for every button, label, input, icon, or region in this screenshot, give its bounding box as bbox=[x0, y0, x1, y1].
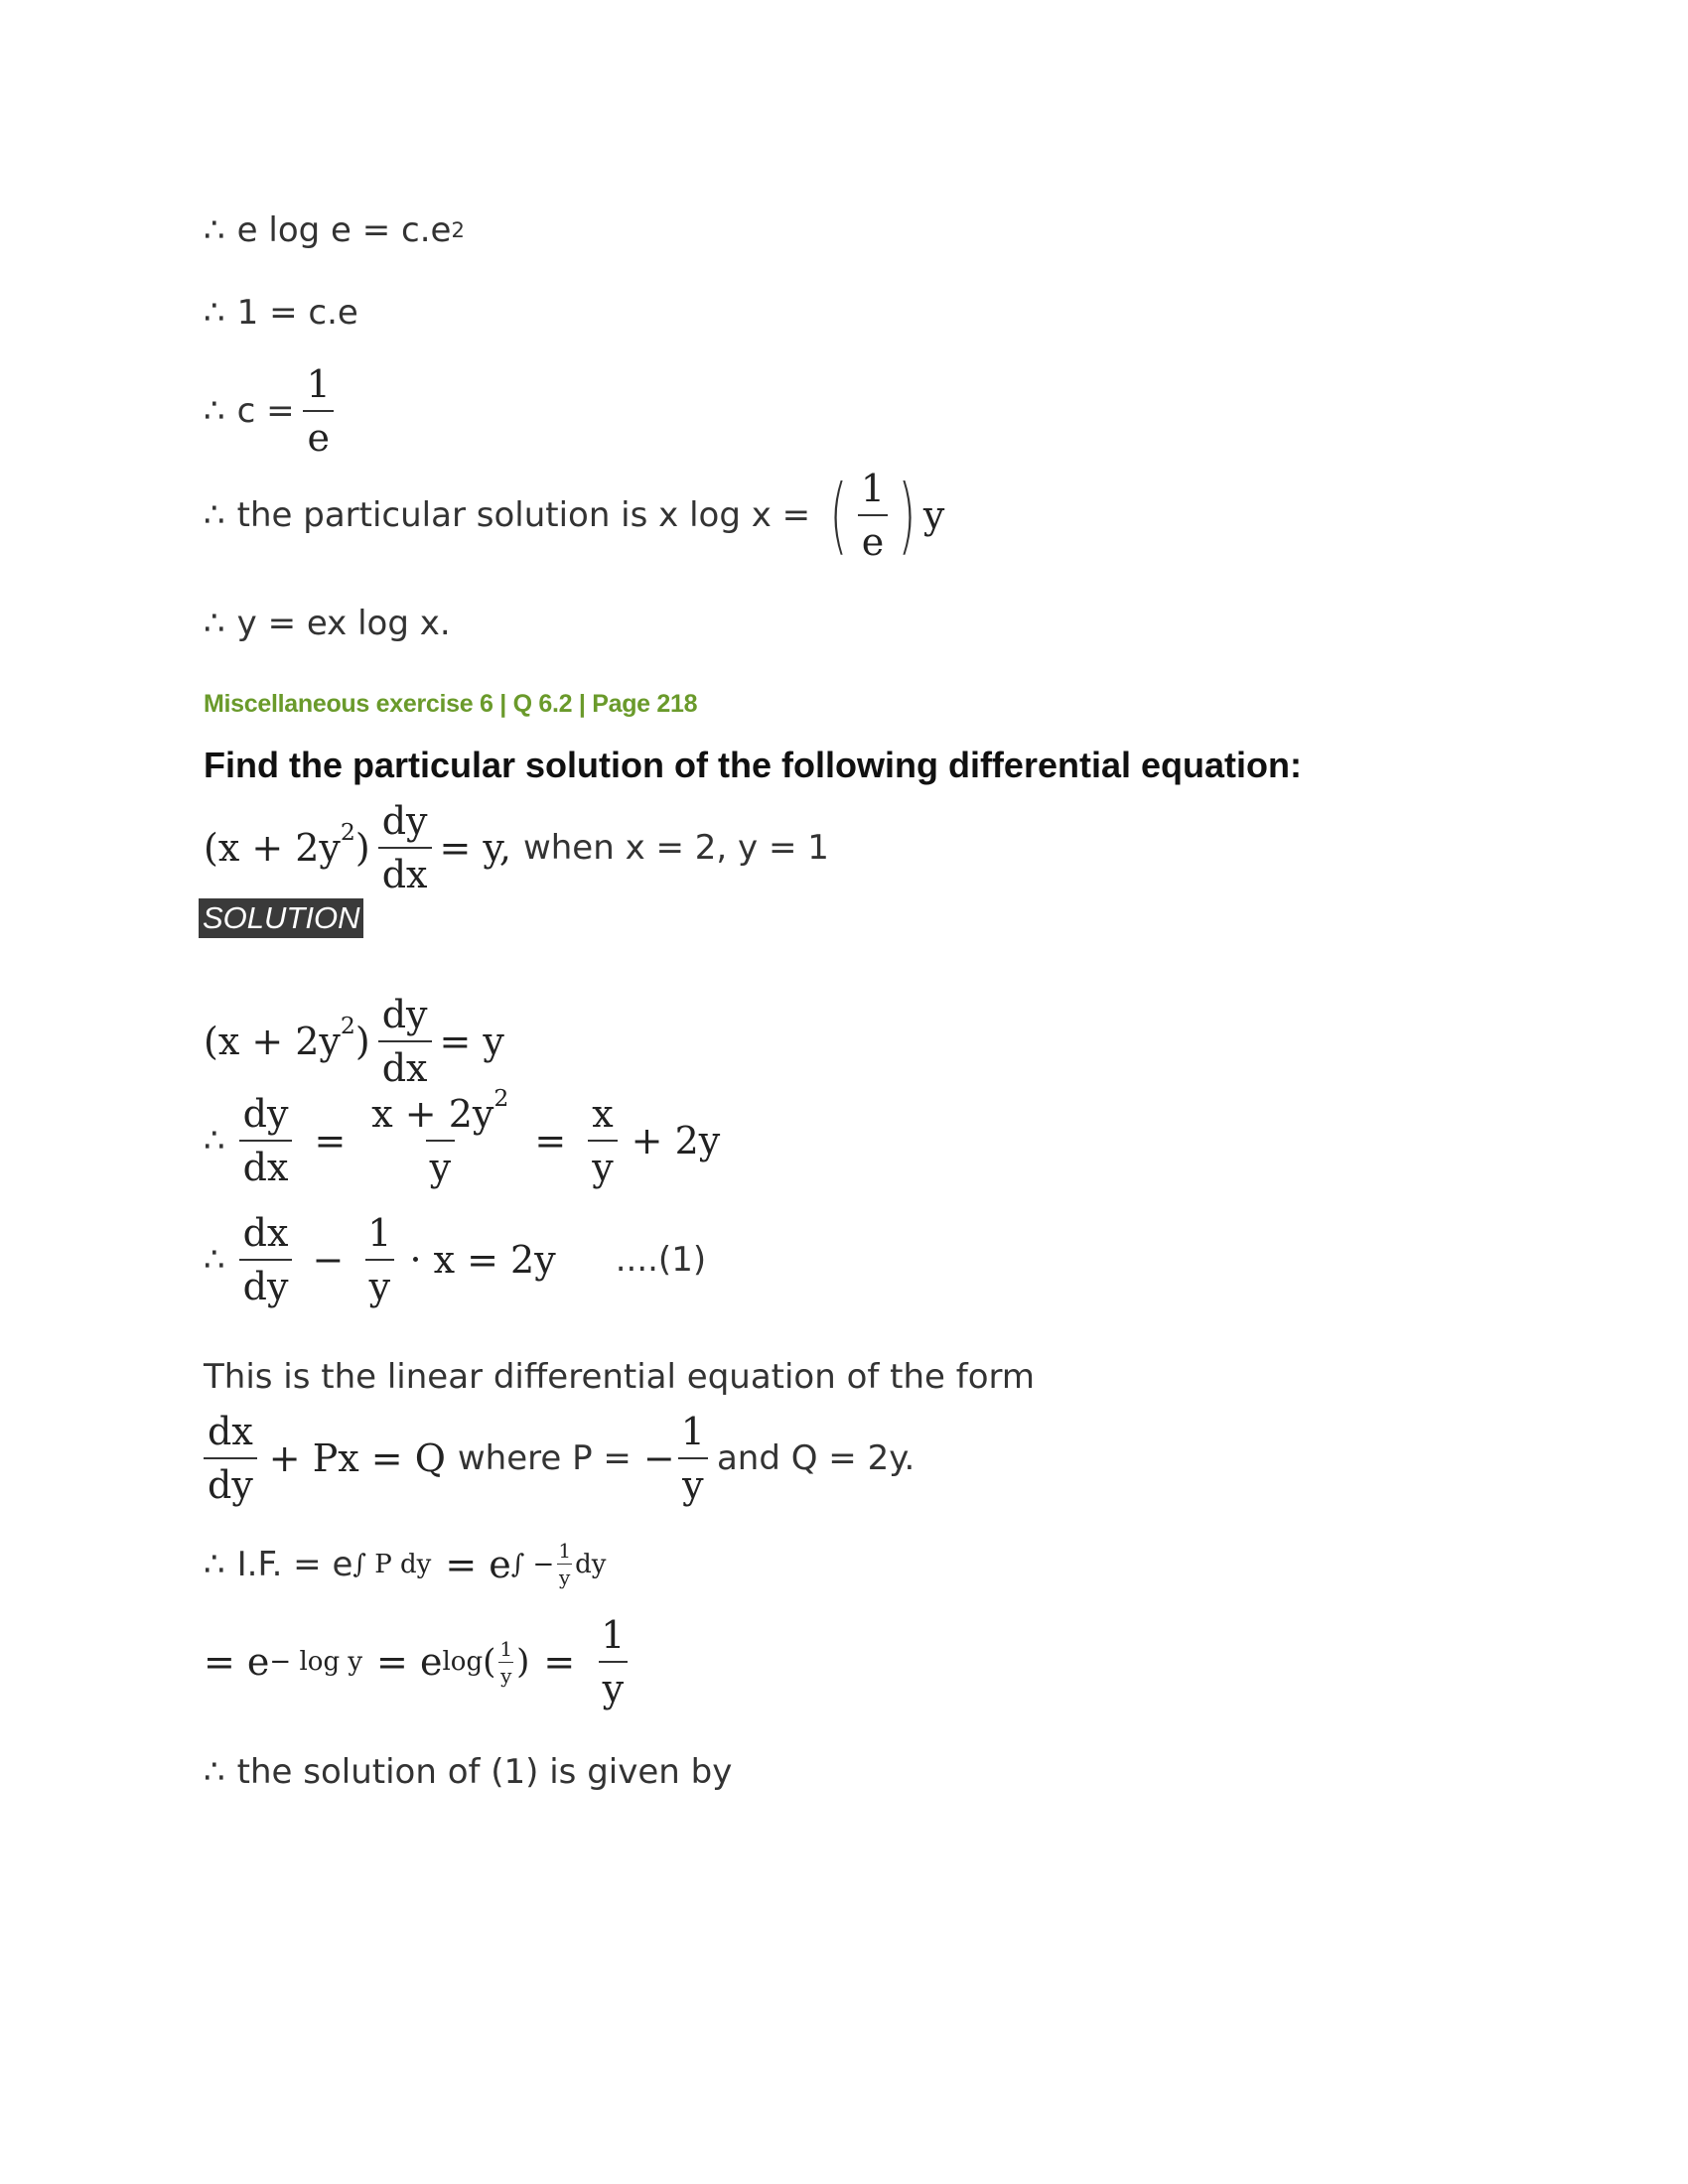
fraction-one-over-e: $\frac{1}{e}$ bbox=[857, 467, 889, 564]
fraction-x-over-y: $\frac{x}{y}$ bbox=[588, 1092, 617, 1189]
plus-px-equals-q: + Px = Q bbox=[268, 1436, 446, 1480]
equals-e: = e bbox=[204, 1640, 270, 1684]
minus-sign: − bbox=[312, 1238, 345, 1282]
variable-y: y bbox=[922, 493, 945, 537]
fraction-one-over-y: $\frac{1}{y}$ bbox=[597, 1613, 629, 1710]
fraction-one-over-y: $\frac{1}{y}$ bbox=[677, 1410, 709, 1507]
exponent-integral-p: ∫ P dy bbox=[352, 1549, 432, 1579]
solution-label: SOLUTION bbox=[199, 898, 363, 938]
therefore-symbol: ∴ bbox=[204, 1240, 225, 1280]
fraction-one-over-e: $\frac{1}{e}$ bbox=[303, 362, 335, 460]
left-paren-symbol: ( bbox=[829, 467, 848, 564]
fraction-x-plus-2y2-over-y: $\frac{x + 2y^2}{y}$ bbox=[371, 1083, 509, 1189]
therefore-symbol: ∴ bbox=[204, 1121, 225, 1160]
fraction-dy-dx: $\frac{dy}{dx}$ bbox=[378, 993, 432, 1090]
final-text: the solution of (1) is given by bbox=[236, 1752, 733, 1792]
lhs-expression: $(x + 2y^2)$ bbox=[204, 1011, 370, 1063]
and-q-text: and Q = 2y. bbox=[716, 1438, 915, 1478]
equals-sign: = bbox=[534, 1119, 567, 1162]
therefore-symbol: ∴ bbox=[204, 1752, 225, 1792]
line-c-e-squared: ∴ e log e = c.e 2 bbox=[204, 210, 465, 250]
linear-equation-text: This is the linear differential equation of the form bbox=[204, 1357, 1036, 1397]
therefore-symbol: ∴ bbox=[204, 1544, 225, 1584]
rhs-expression: = y, bbox=[439, 826, 511, 870]
where-p-text: where P = bbox=[457, 1438, 632, 1478]
dot-x-equals-2y: · x = 2y bbox=[409, 1238, 556, 1282]
condition-text: when x = 2, y = 1 bbox=[522, 828, 829, 868]
question-title: Find the particular solution of the following differential equation: bbox=[204, 745, 1302, 785]
fraction-dx-dy: $\frac{dx}{dy}$ bbox=[204, 1410, 257, 1507]
exponent-log-one-over-y: log ( $\frac{1}{y}$ ) bbox=[442, 1636, 530, 1688]
equation-text: 1 = c.e bbox=[236, 293, 358, 333]
line-one-equals-ce bbox=[204, 293, 358, 333]
if-label: I.F. = e bbox=[236, 1544, 353, 1584]
line-particular-solution bbox=[204, 467, 944, 564]
solution-text: the particular solution is x log x = bbox=[236, 495, 811, 535]
therefore-symbol: ∴ bbox=[204, 293, 225, 333]
line-c-equals-fraction bbox=[204, 362, 343, 460]
lhs-expression: $(x + 2y^2)$ bbox=[204, 817, 370, 870]
equals-sign: = bbox=[314, 1119, 347, 1162]
fraction-one-over-y: $\frac{1}{y}$ bbox=[363, 1211, 395, 1308]
line-y-equals-ex-log-x bbox=[204, 604, 451, 643]
therefore-symbol: ∴ bbox=[204, 604, 225, 643]
plus-2y: + 2y bbox=[631, 1119, 721, 1162]
linear-form-line bbox=[204, 1410, 914, 1507]
exponent-integral-minus-one-over-y: ∫ − $\frac{1}{y}$ dy bbox=[510, 1539, 607, 1589]
fraction-dx-dy: $\frac{dx}{dy}$ bbox=[239, 1211, 293, 1308]
therefore-symbol: ∴ bbox=[204, 210, 225, 250]
fraction-dy-dx: $\frac{dy}{dx}$ bbox=[378, 799, 432, 896]
exponent-minus-log-y: − log y bbox=[269, 1647, 363, 1677]
integrating-factor-line bbox=[204, 1539, 606, 1589]
integrating-factor-evaluation bbox=[204, 1613, 636, 1710]
equation-text: y = ex log x. bbox=[236, 604, 451, 643]
solution-step-1 bbox=[204, 993, 504, 1090]
equals-e: = e bbox=[445, 1542, 511, 1586]
negative-sign: − bbox=[642, 1436, 675, 1480]
equals-e: = e bbox=[376, 1640, 443, 1684]
therefore-symbol: ∴ bbox=[204, 495, 225, 535]
question-reference-link[interactable]: Miscellaneous exercise 6 | Q 6.2 | Page 218 bbox=[204, 690, 698, 718]
right-paren-symbol: ) bbox=[898, 467, 916, 564]
question-equation bbox=[204, 799, 829, 896]
equation-reference: ....(1) bbox=[615, 1240, 707, 1280]
equals-sign: = bbox=[543, 1640, 576, 1684]
solution-step-2 bbox=[204, 1083, 721, 1189]
equation-text: c = bbox=[236, 391, 295, 431]
solution-step-3 bbox=[204, 1211, 706, 1308]
fraction-dy-dx: $\frac{dy}{dx}$ bbox=[239, 1092, 293, 1189]
solution-given-by-line bbox=[204, 1752, 732, 1792]
equation-text: e log e = c.e bbox=[236, 210, 452, 250]
rhs-expression: = y bbox=[439, 1020, 504, 1063]
therefore-symbol: ∴ bbox=[204, 391, 225, 431]
